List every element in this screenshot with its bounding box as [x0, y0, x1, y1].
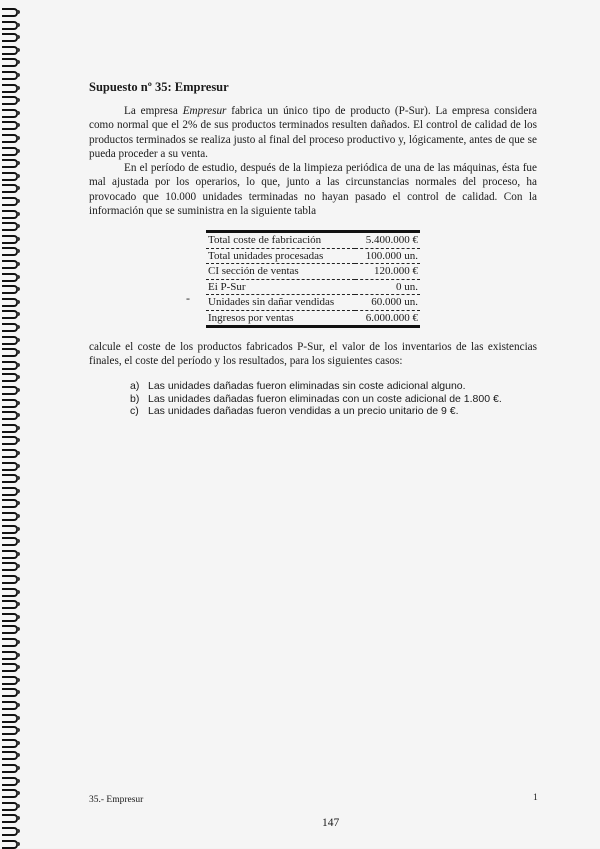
binding-hole — [16, 514, 20, 518]
table-row — [206, 295, 420, 311]
case-text: Las unidades dañadas fueron eliminadas con un coste adicional de 1.800 €. — [148, 392, 502, 405]
row-label: Unidades sin dañar vendidas — [208, 296, 335, 309]
table-row — [206, 279, 420, 295]
margin-mark: - — [186, 291, 190, 305]
binding-hole — [16, 35, 20, 39]
binding-hole — [16, 703, 20, 707]
binding-hole — [16, 640, 20, 644]
row-value: 5.400.000 € — [365, 234, 418, 247]
binding-hole — [16, 829, 20, 833]
binding-hole — [16, 564, 20, 568]
binding-hole — [16, 426, 20, 430]
binding-hole — [16, 312, 20, 316]
list-item — [130, 405, 550, 418]
intro-paragraph — [89, 104, 537, 162]
binding-hole — [16, 212, 20, 216]
task-paragraph: calcule el coste de los productos fabricados P-Sur, el valor de los inventarios de las existencias finales, el coste del período y los resultados, para los siguientes casos: — [89, 341, 537, 368]
binding-hole — [16, 186, 20, 190]
binding-hole — [16, 539, 20, 543]
binding-hole — [16, 275, 20, 279]
case-text: Las unidades dañadas fueron vendidas a un precio unitario de 9 €. — [148, 405, 459, 417]
table-row — [206, 264, 420, 280]
binding-hole — [16, 388, 20, 392]
footer-section-label: 35.- Empresur — [89, 795, 144, 805]
list-item — [130, 380, 550, 393]
binding-hole — [16, 716, 20, 720]
binding-hole — [16, 10, 20, 14]
binding-hole — [16, 338, 20, 342]
case-letter: c) — [130, 405, 139, 417]
row-value: 6.000.000 € — [365, 311, 418, 324]
row-value: 100.000 un. — [365, 249, 418, 262]
binding-hole — [16, 615, 20, 619]
binding-hole — [16, 501, 20, 505]
binding-hole — [16, 728, 20, 732]
case-text: Las unidades dañadas fueron eliminadas sin coste adicional alguno. — [148, 380, 466, 392]
binding-hole — [16, 149, 20, 153]
binding-hole — [16, 287, 20, 291]
binding-hole — [16, 325, 20, 329]
binding-hole — [16, 791, 20, 795]
case-letter: a) — [130, 380, 140, 392]
binding-hole — [16, 98, 20, 102]
row-label: Total coste de fabricación — [208, 234, 322, 247]
page-number: 147 — [322, 817, 340, 829]
binding-hole — [16, 363, 20, 367]
spiral-binding — [0, 0, 26, 848]
binding-hole — [16, 262, 20, 266]
binding-hole — [16, 111, 20, 115]
binding-hole — [16, 464, 20, 468]
list-item — [130, 393, 550, 406]
binding-hole — [16, 161, 20, 165]
binding-hole — [16, 413, 20, 417]
data-table — [206, 230, 420, 328]
table-row — [206, 310, 420, 327]
binding-hole — [16, 489, 20, 493]
binding-hole — [16, 653, 20, 657]
binding-hole — [16, 174, 20, 178]
row-label: CI sección de ventas — [208, 265, 299, 278]
case-list — [130, 380, 550, 418]
intro-text-pre: La empresa — [124, 105, 183, 117]
binding-hole — [16, 690, 20, 694]
binding-hole — [16, 48, 20, 52]
table-row — [206, 232, 420, 249]
binding-hole — [16, 665, 20, 669]
context-text: En el período de estudio, después de la limpieza periódica de una de las máquinas, ésta fue mal ajustada por los operarios, lo que, junto a las circunstancias normales del proceso, ha provocado que 10.000 unidades terminadas no hayan pasado el control de calidad. Con la información que se suministra en la siguiente tabla — [89, 162, 537, 218]
binding-hole — [16, 741, 20, 745]
binding-hole — [16, 224, 20, 228]
row-value: 60.000 un. — [371, 296, 418, 309]
case-letter: b) — [130, 392, 140, 405]
context-paragraph — [89, 161, 537, 219]
binding-hole — [16, 73, 20, 77]
row-value: 0 un. — [396, 280, 418, 293]
binding-hole — [16, 60, 20, 64]
footer-sheet-number: 1 — [533, 793, 538, 803]
binding-hole — [16, 249, 20, 253]
binding-hole — [16, 766, 20, 770]
table-row — [206, 248, 420, 264]
binding-hole — [16, 590, 20, 594]
binding-hole — [16, 678, 20, 682]
binding-hole — [16, 23, 20, 27]
binding-hole — [16, 136, 20, 140]
binding-hole — [16, 350, 20, 354]
binding-hole — [16, 401, 20, 405]
binding-hole — [16, 300, 20, 304]
binding-hole — [16, 753, 20, 757]
binding-hole — [16, 779, 20, 783]
row-label: Ingresos por ventas — [208, 311, 294, 324]
binding-hole — [16, 476, 20, 480]
binding-hole — [16, 552, 20, 556]
binding-hole — [16, 375, 20, 379]
row-value: 120.000 € — [374, 265, 418, 278]
binding-hole — [16, 602, 20, 606]
binding-hole — [16, 527, 20, 531]
binding-hole — [16, 199, 20, 203]
row-label: Total unidades procesadas — [208, 249, 324, 262]
binding-hole — [16, 627, 20, 631]
binding-hole — [16, 804, 20, 808]
binding-hole — [16, 842, 20, 846]
binding-hole — [16, 237, 20, 241]
binding-hole — [16, 451, 20, 455]
company-name: Empresur — [182, 105, 227, 117]
binding-hole — [16, 86, 20, 90]
intro-text-post: fabrica un único tipo de producto (P-Sur). La empresa considera como normal que el 2% de sus productos terminados resulten dañados. El control de calidad de los productos terminados se realiza justo al final del proceso productivo y, lógicamente, antes de que se pueda proceder a su venta. — [89, 105, 538, 161]
binding-hole — [16, 816, 20, 820]
row-label: Ei P-Sur — [208, 280, 246, 293]
exercise-title: Supuesto nº 35: Empresur — [89, 80, 229, 94]
binding-hole — [16, 577, 20, 581]
binding-hole — [16, 438, 20, 442]
binding-hole — [16, 123, 20, 127]
